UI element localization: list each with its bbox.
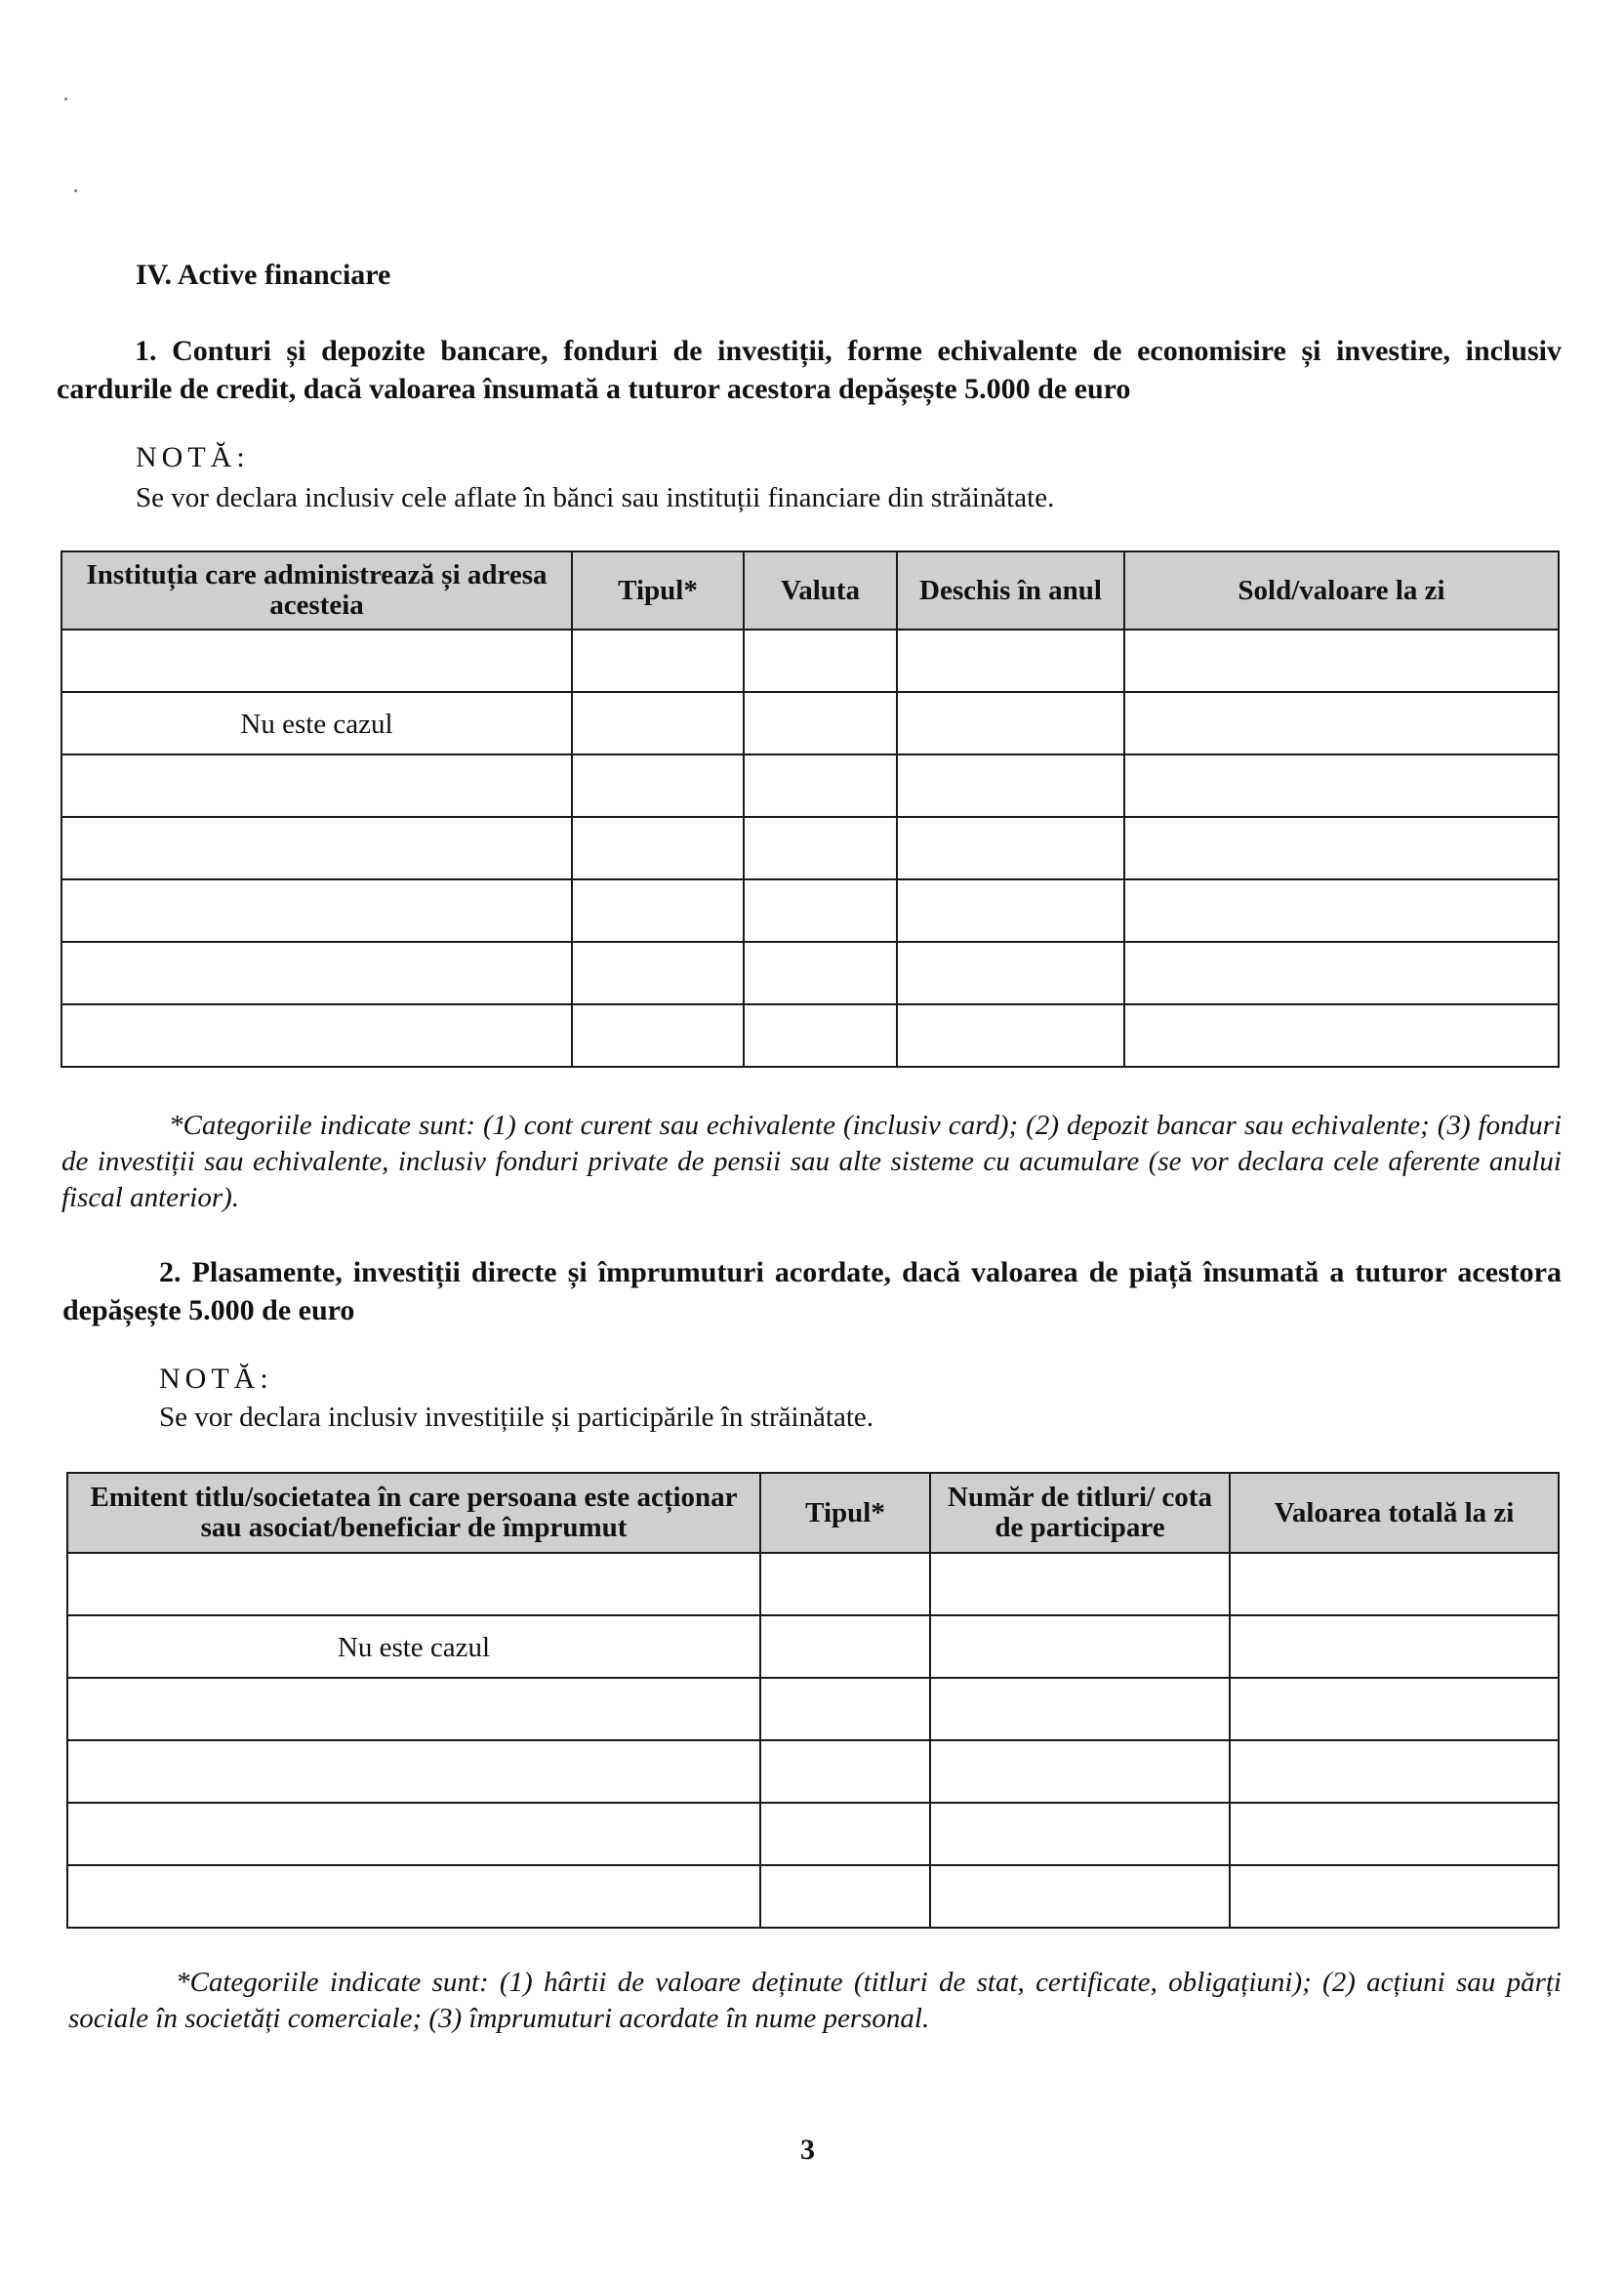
table-cell [744,942,897,1004]
table-cell [61,1004,572,1067]
column-header-opened-year: Deschis în anul [897,551,1124,630]
not-applicable-note: Nu este cazul [61,692,572,754]
table-row [67,1678,1559,1740]
table-cell [897,879,1124,942]
column-header-total-value: Valoarea totală la zi [1230,1473,1559,1553]
investments-table [66,1472,1560,1929]
table-cell [67,1678,760,1740]
part1-nota-text: Se vor declara inclusiv cele aflate în bănci sau instituții financiare din străinătate. [136,482,1055,513]
table-cell [1124,630,1559,692]
column-header-balance: Sold/valoare la zi [1124,551,1559,630]
table-cell [572,879,744,942]
table-cell [744,817,897,879]
column-header-issuer: Emitent titlu/societatea în care persoana este acționar sau asociat/beneficiar de împrumut [67,1473,760,1553]
table-cell [760,1615,930,1678]
table-cell [1230,1865,1559,1928]
table-row [61,817,1559,879]
table-cell [1124,692,1559,754]
table-cell [930,1865,1230,1928]
table-cell [67,1740,760,1803]
table-cell [572,754,744,817]
table-cell [930,1740,1230,1803]
table-cell [744,1004,897,1067]
table-row [67,1865,1559,1928]
scan-speck [74,189,77,192]
table-cell [1124,879,1559,942]
table-row [67,1803,1559,1865]
table-cell [760,1803,930,1865]
table-cell [67,1553,760,1615]
table-cell [897,692,1124,754]
table-cell [572,630,744,692]
table-cell [572,942,744,1004]
part2-heading: 2. Plasamente, investiții directe și împrumuturi acordate, dacă valoarea de piață însumată a tuturor acestora depășește 5.000 de euro [62,1256,1562,1326]
bank-accounts-table [61,550,1560,1068]
table-cell [61,942,572,1004]
table-cell [930,1803,1230,1865]
table-row [67,1615,1559,1678]
column-header-type: Tipul* [572,551,744,630]
table-row [61,1004,1559,1067]
table-row [61,942,1559,1004]
table-cell [1230,1740,1559,1803]
table-cell [897,630,1124,692]
table-row [61,879,1559,942]
table-cell [897,942,1124,1004]
table-cell [67,1803,760,1865]
table-header-row [67,1473,1559,1553]
table-cell [897,1004,1124,1067]
table-cell [744,630,897,692]
table-cell [67,1865,760,1928]
column-header-currency: Valuta [744,551,897,630]
table-cell [61,817,572,879]
table-row [61,630,1559,692]
part2-nota-label: NOTĂ: [159,1363,273,1395]
table-cell [744,879,897,942]
part2-footnote: *Categoriile indicate sunt: (1) hârtii de valoare deținute (titluri de stat, certificate, obligațiuni); (2) acțiuni sau părți sociale în societăți comerciale; (3) împrumuturi acordate în nume personal. [68,1967,1562,2034]
not-applicable-note: Nu este cazul [67,1615,760,1678]
part1-heading: 1. Conturi și depozite bancare, fonduri de investiții, forme echivalente de economisire și investire, inclusiv cardurile de credit, dacă valoarea însumată a tuturor acestora depășește 5.000 de euro [57,335,1562,405]
table-cell [61,754,572,817]
table-row [67,1553,1559,1615]
table-cell [1230,1803,1559,1865]
table-cell [930,1678,1230,1740]
table-cell [572,1004,744,1067]
table-cell [1124,817,1559,879]
table-cell [1230,1678,1559,1740]
column-header-quantity-share: Număr de titluri/ cota de participare [930,1473,1230,1553]
table-cell [760,1678,930,1740]
table-cell [760,1865,930,1928]
scan-speck [64,98,67,101]
table-cell [1124,1004,1559,1067]
table-cell [61,879,572,942]
table-cell [930,1553,1230,1615]
part2-nota-text: Se vor declara inclusiv investițiile și participările în străinătate. [159,1402,874,1433]
column-header-type: Tipul* [760,1473,930,1553]
table-cell [930,1615,1230,1678]
table-cell [572,692,744,754]
table-row [61,754,1559,817]
table-cell [744,692,897,754]
table-cell [1124,754,1559,817]
table-cell [1230,1553,1559,1615]
table-cell [1124,942,1559,1004]
table-cell [897,817,1124,879]
section-title: IV. Active financiare [136,259,391,291]
part1-nota-label: NOTĂ: [136,441,250,473]
table-cell [760,1553,930,1615]
table-cell [1230,1615,1559,1678]
table-cell [897,754,1124,817]
table-row [61,692,1559,754]
page-number: 3 [800,2134,815,2166]
part1-footnote: *Categoriile indicate sunt: (1) cont curent sau echivalente (inclusiv card); (2) depozit bancar sau echivalente; (3) fonduri de investiții sau echivalente, inclusiv fonduri private de pensii sau alte sisteme cu acumulare (se vor declara cele aferente anului fiscal anterior). [61,1110,1562,1213]
table-row [67,1740,1559,1803]
table-header-row [61,551,1559,630]
table-cell [744,754,897,817]
table-cell [61,630,572,692]
table-cell [572,817,744,879]
column-header-institution: Instituția care administrează și adresa acesteia [61,551,572,630]
table-cell [760,1740,930,1803]
